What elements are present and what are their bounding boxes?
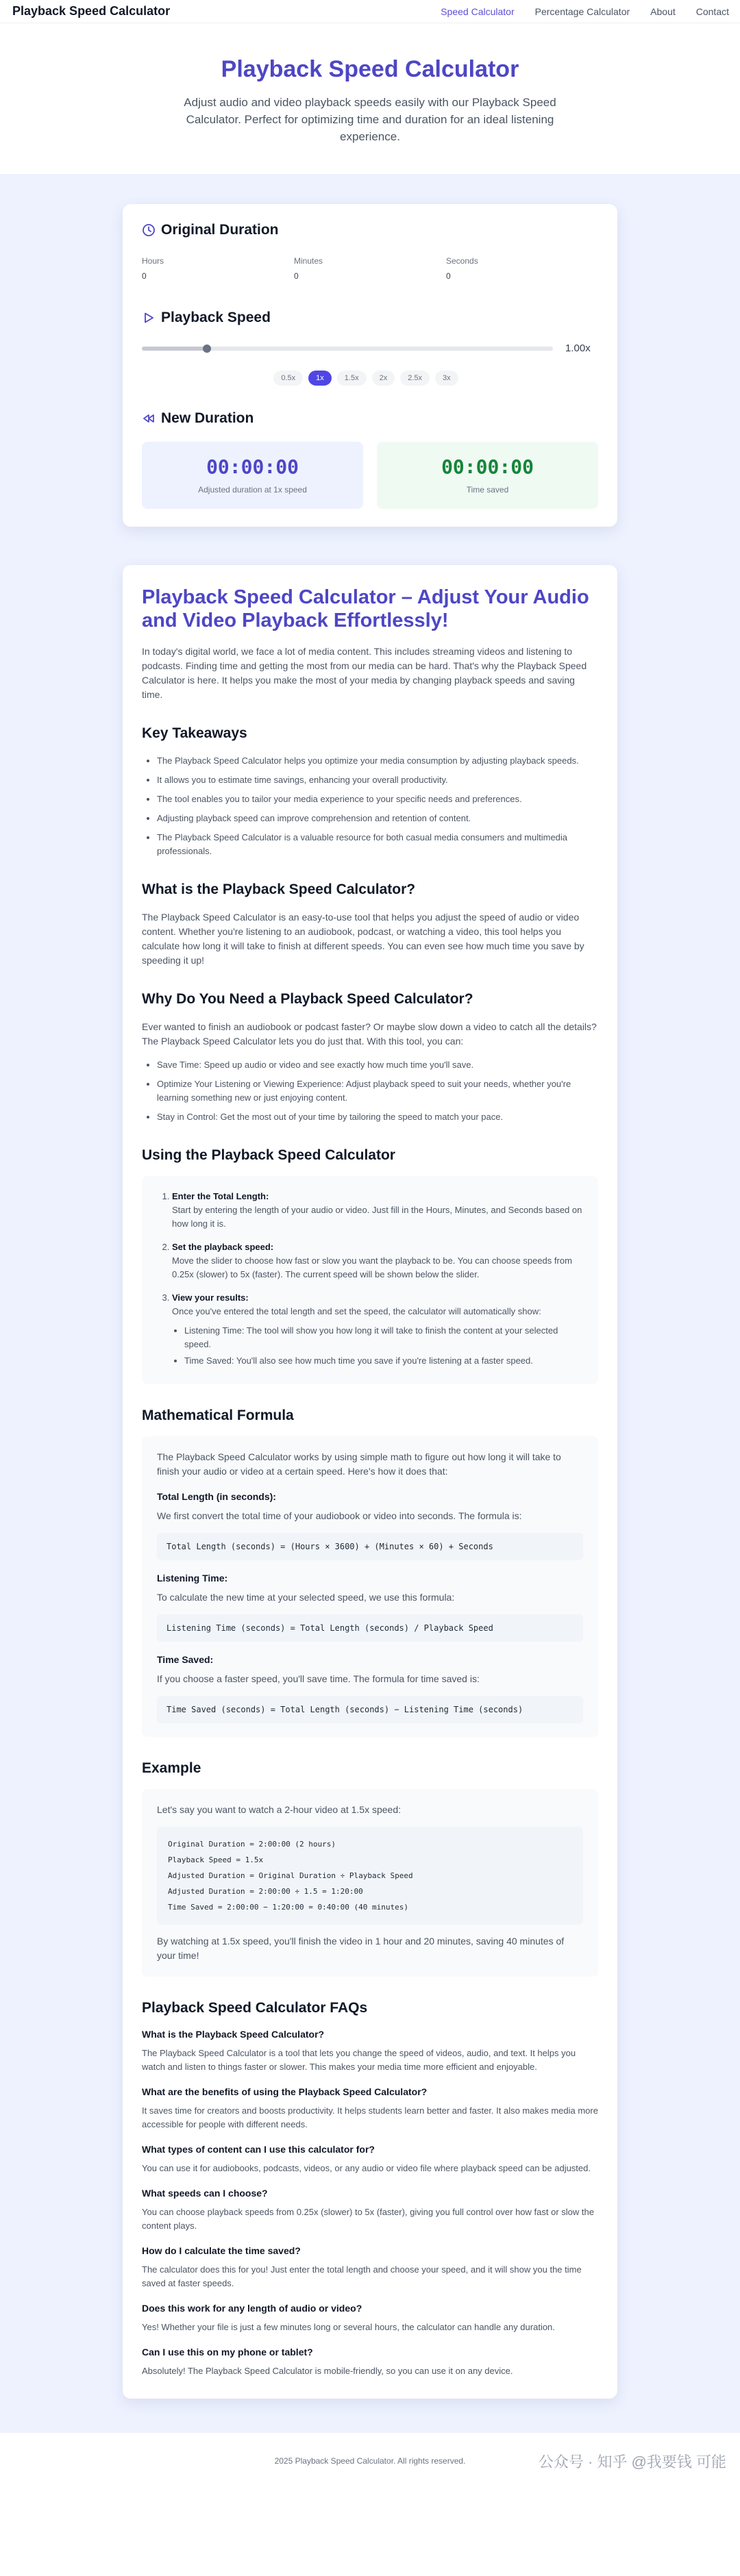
formula-heading: Mathematical Formula <box>142 1408 294 1423</box>
step-text: Start by entering the length of your audio or video. Just fill in the Hours, Minutes, and Seconds based on how long it is. <box>172 1205 582 1229</box>
step-item <box>172 1291 583 1368</box>
why-text: Ever wanted to finish an audiobook or podcast faster? Or maybe slow down a video to catch all the details? The Playback Speed Calculator lets you do just that. With this tool, you can: <box>142 1021 597 1047</box>
article-card <box>123 565 617 2399</box>
footer-copyright: 2025 Playback Speed Calculator. All rights reserved. <box>274 2456 466 2466</box>
list-item: • Stay in Control: Get the most out of your time by tailoring the speed to match your pace. <box>157 1110 598 1124</box>
hero-title: Playback Speed Calculator <box>221 56 519 82</box>
minutes-input[interactable] <box>294 271 431 281</box>
faq-list <box>142 2029 598 2378</box>
why-heading: Why Do You Need a Playback Speed Calculator? <box>142 991 473 1007</box>
speed-slider-fill <box>142 347 207 351</box>
preset-2x[interactable]: 2x <box>372 371 395 386</box>
step-text: Move the slider to choose how fast or slow you want the playback to be. You can choose speeds from 0.25x (slower) to 5x (faster). The current speed will be shown below the slider. <box>172 1255 572 1279</box>
speed-value: 1.00x <box>565 342 591 354</box>
calculator-card <box>123 204 617 527</box>
step-title: View your results: <box>172 1292 249 1303</box>
minutes-group <box>294 256 446 282</box>
list-item: • Adjusting playback speed can improve comprehension and retention of content. <box>157 812 598 825</box>
watermark <box>539 2451 726 2472</box>
result-row <box>142 442 598 509</box>
key-takeaways-list <box>142 754 598 858</box>
formula-part-title: Time Saved: <box>157 1654 214 1665</box>
formula-part-title: Listening Time: <box>157 1573 228 1584</box>
nav-link-contact[interactable]: Contact <box>695 5 729 17</box>
original-duration-title: Original Duration <box>161 222 279 238</box>
hero-subtitle: Adjust audio and video playback speeds easily with our Playback Speed Calculator. Perfect for optimizing time and duration for an ideal listening experience. <box>184 96 556 143</box>
faq-answer: Absolutely! The Playback Speed Calculator is mobile-friendly, so you can use it on any device. <box>142 2366 513 2376</box>
speed-slider-thumb[interactable] <box>203 345 211 353</box>
using-steps-list <box>157 1190 583 1368</box>
faq-answer: You can use it for audiobooks, podcasts, videos, or any audio or video file where playback speed can be adjusted. <box>142 2163 591 2173</box>
faq-question: What is the Playback Speed Calculator? <box>142 2029 325 2040</box>
hero-section <box>0 23 740 174</box>
list-item: • Optimize Your Listening or Viewing Experience: Adjust playback speed to suit your needs, whether you're learning something new or just enjoying content. <box>157 1077 598 1105</box>
adjusted-duration-label: Adjusted duration at 1x speed <box>198 485 307 495</box>
brand-logo[interactable]: Playback Speed Calculator <box>12 4 171 18</box>
speed-presets <box>142 371 590 386</box>
what-is-heading: What is the Playback Speed Calculator? <box>142 881 416 897</box>
formula-part-text: To calculate the new time at your selected speed, we use this formula: <box>157 1592 455 1603</box>
formula-part-text: We first convert the total time of your audiobook or video into seconds. The formula is: <box>157 1510 522 1521</box>
top-nav <box>0 0 740 23</box>
original-duration-heading <box>142 222 598 238</box>
step-text: Once you've entered the total length and set the speed, the calculator will automatically show: <box>172 1306 541 1316</box>
adjusted-duration-box <box>142 442 363 509</box>
clock-icon <box>142 223 156 237</box>
list-item: • Time Saved: You'll also see how much time you save if you're listening at a faster speed. <box>184 1354 583 1368</box>
seconds-input[interactable] <box>446 271 583 281</box>
list-item: • Save Time: Speed up audio or video and see exactly how much time you'll save. <box>157 1058 598 1072</box>
step-title: Enter the Total Length: <box>172 1191 269 1201</box>
using-steps-panel <box>142 1176 598 1384</box>
faq-heading: Playback Speed Calculator FAQs <box>142 2000 368 2016</box>
main-area <box>0 174 740 2433</box>
list-item: • It allows you to estimate time savings, enhancing your overall productivity. <box>157 773 598 787</box>
watermark-text: 公众号 · 知乎 @我要钱 可能 <box>538 2453 726 2471</box>
formula-code: Listening Time (seconds) = Total Length (seconds) / Playback Speed <box>157 1614 583 1642</box>
list-item: • The Playback Speed Calculator helps you optimize your media consumption by adjusting playback speeds. <box>157 754 598 768</box>
formula-part-title: Total Length (in seconds): <box>157 1491 276 1502</box>
faq-question: Can I use this on my phone or tablet? <box>142 2347 313 2358</box>
minutes-label: Minutes <box>294 256 323 266</box>
formula-panel <box>142 1436 598 1737</box>
preset-1-5x[interactable]: 1.5x <box>337 371 367 386</box>
footer <box>0 2433 740 2494</box>
code-line: Original Duration = 2:00:00 (2 hours) <box>168 1840 336 1849</box>
rewind-icon <box>142 412 156 425</box>
preset-2-5x[interactable]: 2.5x <box>400 371 430 386</box>
speed-slider[interactable] <box>142 347 553 351</box>
preset-1x[interactable]: 1x <box>308 371 332 386</box>
hours-label: Hours <box>142 256 164 266</box>
faq-answer: The calculator does this for you! Just enter the total length and choose your speed, and it will show you the time saved at faster speeds. <box>142 2264 582 2288</box>
faq-question: What speeds can I choose? <box>142 2188 268 2199</box>
what-is-text: The Playback Speed Calculator is an easy-to-use tool that helps you adjust the speed of audio or video content. Whether you're listening to an audiobook, podcast, or watching a video, this tool helps you calculate how long it will take to finish at different speeds. You can even see how much time you save by speeding it up! <box>142 912 584 966</box>
step-sublist <box>172 1324 583 1368</box>
faq-question: Does this work for any length of audio or video? <box>142 2303 362 2314</box>
faq-answer: You can choose playback speeds from 0.25x (slower) to 5x (faster), giving you full control over how fast or slow the content plays. <box>142 2207 594 2231</box>
hours-group <box>142 256 294 282</box>
formula-intro: The Playback Speed Calculator works by using simple math to figure out how long it will take to finish your audio or video at a certain speed. Here's how it does that: <box>157 1451 561 1477</box>
step-item <box>172 1190 583 1231</box>
faq-answer: It saves time for creators and boosts productivity. It helps students learn better and faster. It also makes media more accessible for people with different needs. <box>142 2105 598 2129</box>
step-item <box>172 1240 583 1281</box>
hours-input[interactable] <box>142 271 279 281</box>
speed-slider-row <box>142 342 598 354</box>
new-duration-title: New Duration <box>161 410 254 426</box>
playback-speed-title: Playback Speed <box>161 310 271 325</box>
faq-question: How do I calculate the time saved? <box>142 2245 301 2256</box>
list-item: • The tool enables you to tailor your media experience to your specific needs and preferences. <box>157 792 598 806</box>
list-item: • The Playback Speed Calculator is a valuable resource for both casual media consumers and multimedia professionals. <box>157 831 598 858</box>
preset-0-5x[interactable]: 0.5x <box>273 371 303 386</box>
formula-code: Time Saved (seconds) = Total Length (seconds) − Listening Time (seconds) <box>157 1696 583 1723</box>
duration-inputs <box>142 256 598 282</box>
why-list <box>142 1058 598 1124</box>
example-intro: Let's say you want to watch a 2-hour video at 1.5x speed: <box>157 1804 401 1815</box>
list-item: • Listening Time: The tool will show you how long it will take to finish the content at your selected speed. <box>184 1324 583 1351</box>
playback-speed-heading <box>142 310 598 326</box>
adjusted-duration-value: 00:00:00 <box>206 455 299 478</box>
formula-part-text: If you choose a faster speed, you'll save time. The formula for time saved is: <box>157 1673 480 1684</box>
nav-link-about[interactable]: About <box>650 5 676 17</box>
preset-3x[interactable]: 3x <box>435 371 458 386</box>
using-heading: Using the Playback Speed Calculator <box>142 1147 395 1163</box>
seconds-label: Seconds <box>446 256 478 266</box>
seconds-group <box>446 256 598 282</box>
example-panel <box>142 1789 598 1977</box>
example-code <box>157 1827 583 1925</box>
play-icon <box>142 311 156 325</box>
article-title: Playback Speed Calculator – Adjust Your Audio and Video Playback Effortlessly! <box>142 586 589 632</box>
code-line: Adjusted Duration = Original Duration ÷ Playback Speed <box>168 1871 413 1880</box>
time-saved-box <box>377 442 598 509</box>
nav-links <box>441 6 729 17</box>
faq-question: What types of content can I use this calculator for? <box>142 2144 375 2155</box>
key-takeaways-heading: Key Takeaways <box>142 725 247 741</box>
example-outro: By watching at 1.5x speed, you'll finish the video in 1 hour and 20 minutes, saving 40 minutes of your time! <box>157 1936 565 1961</box>
code-line: Adjusted Duration = 2:00:00 ÷ 1.5 = 1:20:00 <box>168 1887 363 1896</box>
code-line: Time Saved = 2:00:00 − 1:20:00 = 0:40:00 (40 minutes) <box>168 1903 408 1912</box>
faq-answer: The Playback Speed Calculator is a tool that lets you change the speed of videos, audio, and text. It helps you watch and listen to things faster or slower. This makes your media time more efficient and enjoyable. <box>142 2048 576 2072</box>
faq-answer: Yes! Whether your file is just a few minutes long or several hours, the calculator can handle any duration. <box>142 2322 555 2332</box>
faq-question: What are the benefits of using the Playback Speed Calculator? <box>142 2086 428 2097</box>
nav-link-percentage-calculator[interactable]: Percentage Calculator <box>534 5 630 17</box>
time-saved-label: Time saved <box>466 485 509 495</box>
example-heading: Example <box>142 1760 201 1776</box>
time-saved-value: 00:00:00 <box>441 455 534 478</box>
new-duration-heading <box>142 410 598 427</box>
formula-code: Total Length (seconds) = (Hours × 3600) + (Minutes × 60) + Seconds <box>157 1533 583 1560</box>
nav-link-speed-calculator[interactable]: Speed Calculator <box>441 5 515 17</box>
step-title: Set the playback speed: <box>172 1242 274 1252</box>
article-intro: In today's digital world, we face a lot of media content. This includes streaming videos and listening to podcasts. Finding time and getting the most from our media can be hard. That's why the Playback Speed Calculator is here. It helps you make the most of your media by changing playback speeds and saving time. <box>142 646 587 700</box>
code-line: Playback Speed = 1.5x <box>168 1855 264 1864</box>
